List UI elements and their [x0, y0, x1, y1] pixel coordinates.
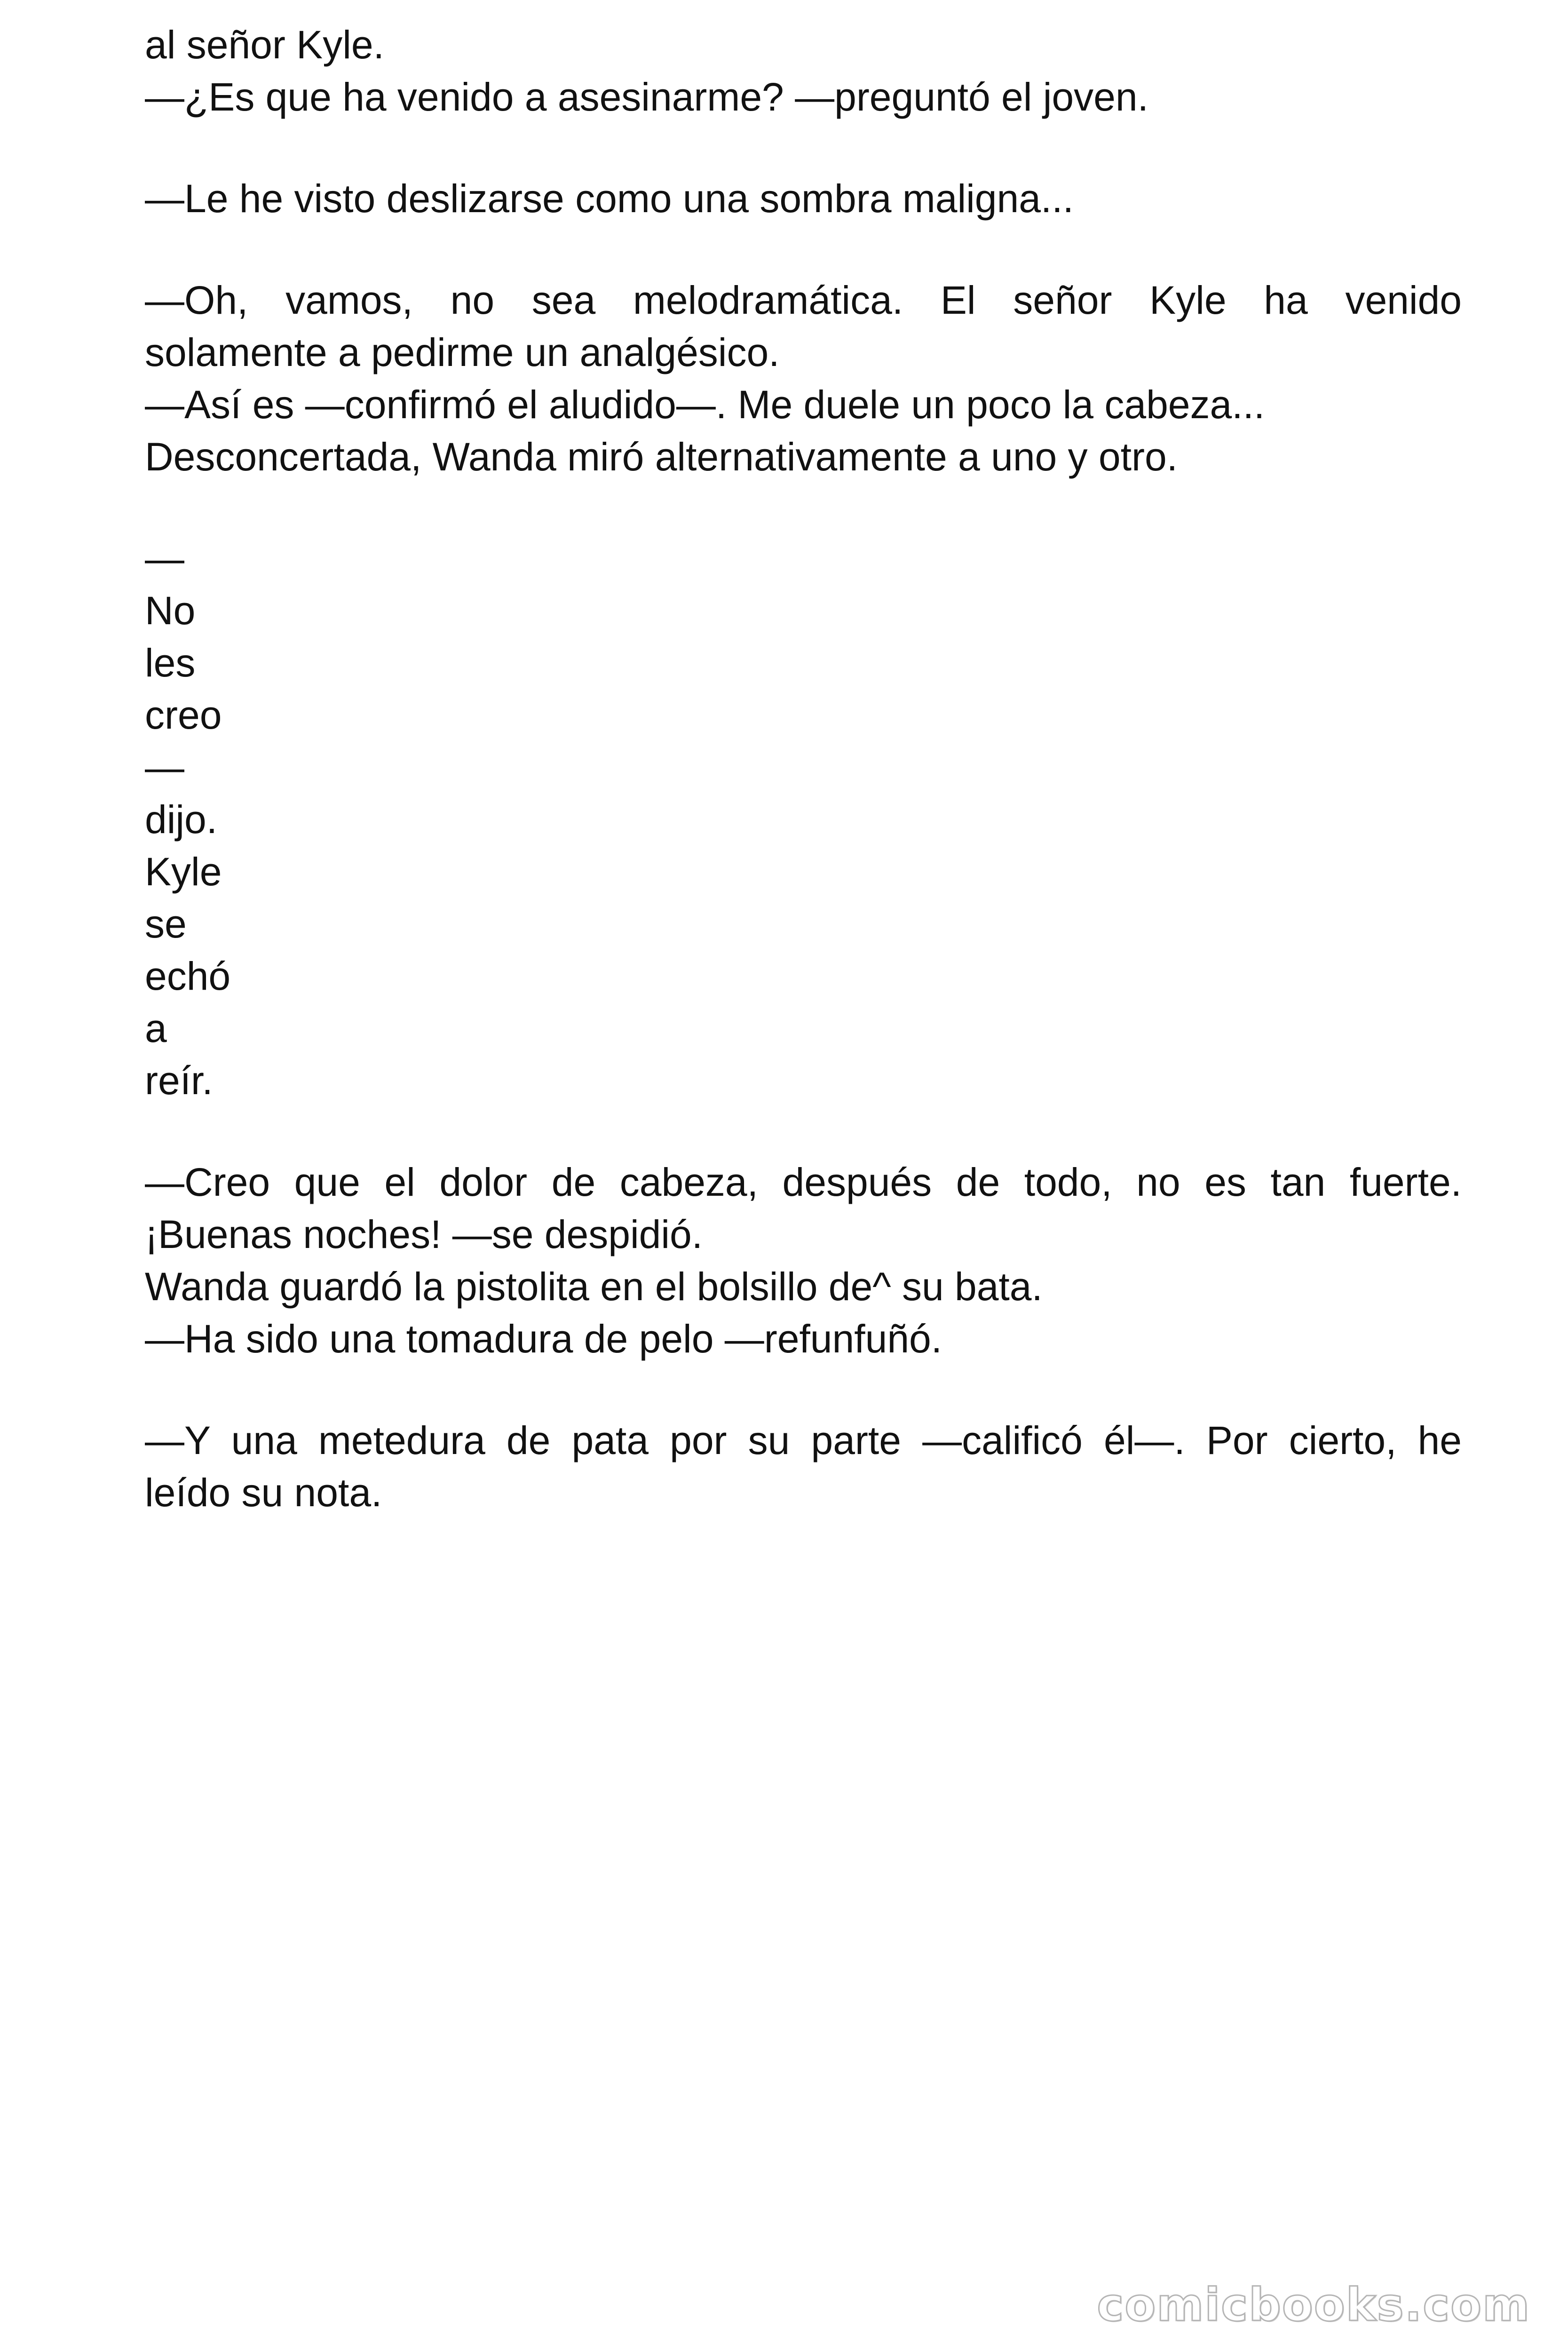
paragraph-gap: [145, 1365, 1462, 1414]
text-line: se: [145, 902, 187, 946]
text-line: —Creo que el dolor de cabeza, después de todo, no es tan fuerte.: [145, 1160, 1462, 1204]
text-line: —¿Es que ha venido a asesinarme? —preguntó el joven.: [145, 75, 1148, 119]
text-line: Wanda guardó la pistolita en el bolsillo de^ su bata.: [145, 1264, 1043, 1309]
text-line: —Así es —confirmó el aludido—. Me duele un poco la cabeza...: [145, 382, 1265, 427]
paragraph-gap: [145, 1107, 1462, 1156]
text-line: Kyle: [145, 850, 222, 894]
text-line: reír.: [145, 1058, 213, 1103]
text-line: solamente a pedirme un analgésico.: [145, 330, 780, 374]
text-line: les: [145, 641, 196, 685]
paragraph-4-vertical: [145, 532, 1462, 1107]
text-line: —: [145, 536, 184, 580]
text-line: —Oh, vamos, no sea melodramática. El señor Kyle ha venido: [145, 278, 1462, 322]
watermark-logo: comicbooks.com: [1097, 2279, 1530, 2331]
paragraph-5: [145, 1156, 1462, 1365]
text-line: ¡Buenas noches! —se despidió.: [145, 1212, 703, 1256]
text-line: creo: [145, 693, 222, 737]
text-line: No: [145, 588, 196, 633]
paragraph-gap: [145, 123, 1462, 173]
text-line: Desconcertada, Wanda miró alternativamente a uno y otro.: [145, 435, 1178, 479]
text-line: dijo.: [145, 797, 218, 842]
text-line: leído su nota.: [145, 1470, 382, 1515]
paragraph-gap: [145, 225, 1462, 274]
text-line: echó: [145, 954, 231, 998]
paragraph-gap: [145, 483, 1462, 532]
text-line: al señor Kyle.: [145, 23, 384, 67]
document-page: [145, 19, 1462, 1519]
text-line: —Le he visto deslizarse como una sombra maligna...: [145, 176, 1074, 221]
paragraph-1: [145, 19, 1462, 123]
text-line: —Ha sido una tomadura de pelo —refunfuñó.: [145, 1317, 942, 1361]
text-line: —Y una metedura de pata por su parte —calificó él—. Por cierto, he: [145, 1418, 1462, 1462]
text-line: —: [145, 745, 184, 789]
paragraph-2: [145, 173, 1462, 225]
text-line: a: [145, 1006, 167, 1050]
paragraph-6: [145, 1414, 1462, 1519]
paragraph-3: [145, 274, 1462, 483]
